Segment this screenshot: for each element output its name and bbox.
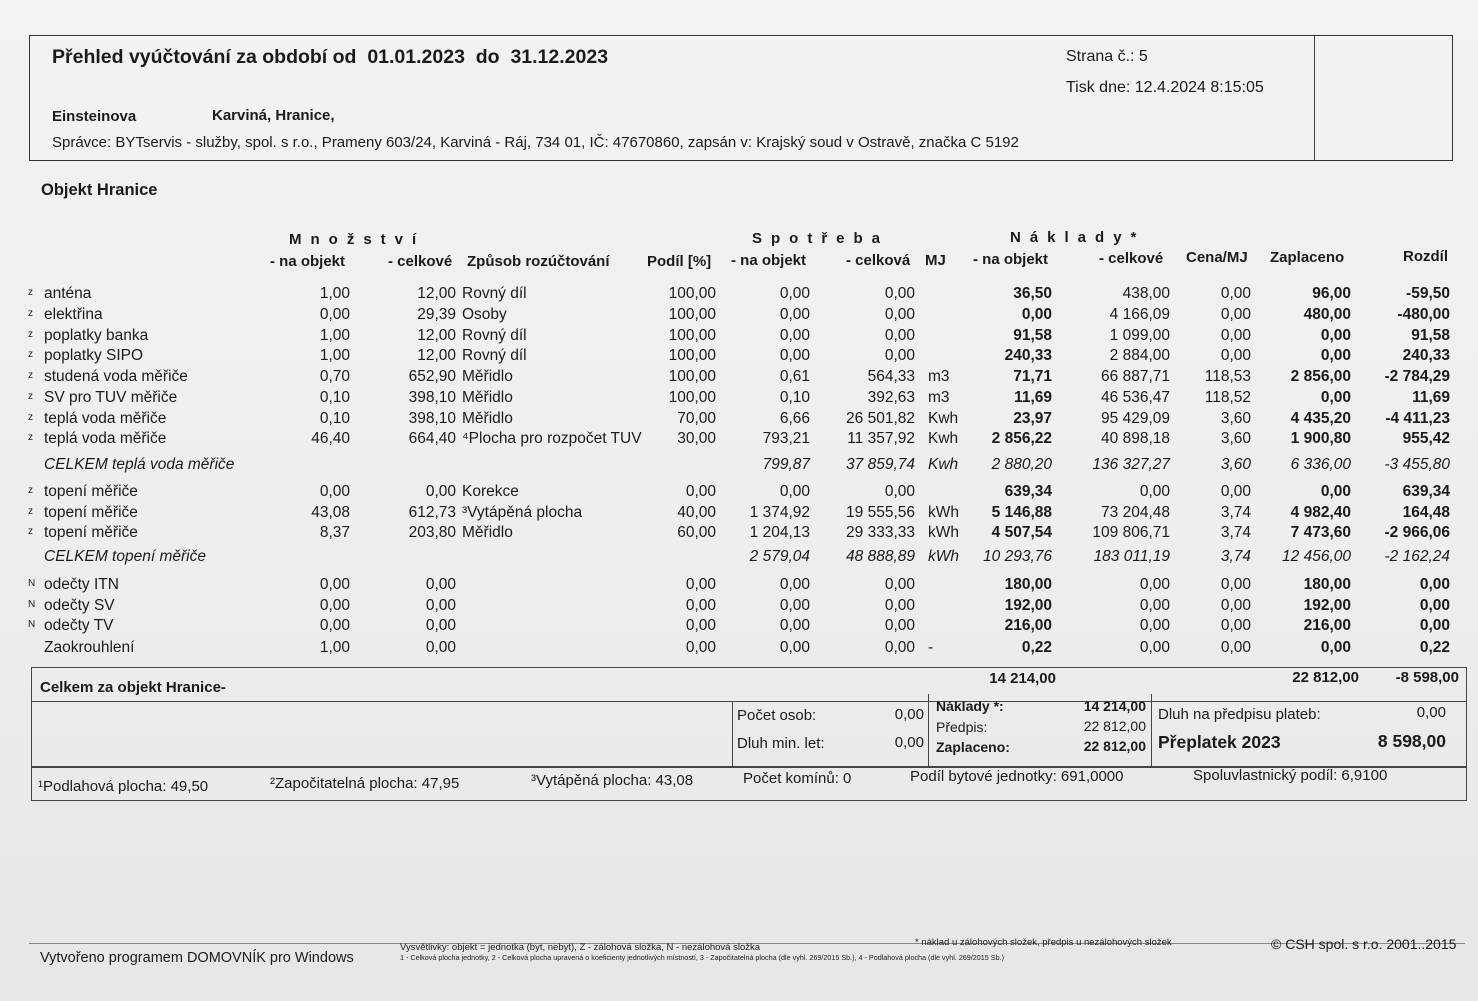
qty-object: 0,10 bbox=[319, 388, 350, 406]
difference: 0,00 bbox=[1419, 596, 1450, 614]
difference: 0,00 bbox=[1419, 575, 1450, 593]
consumption-object: 793,21 bbox=[762, 430, 810, 448]
consumption-total: 37 859,74 bbox=[846, 456, 915, 473]
share-percent: 0,00 bbox=[685, 482, 716, 500]
naklady-value: 14 214,00 bbox=[1083, 698, 1146, 714]
cost-total: 66 887,71 bbox=[1101, 368, 1170, 385]
preplatek-label: Přeplatek 2023 bbox=[1158, 732, 1281, 752]
cost-object: 2 880,20 bbox=[991, 456, 1052, 473]
table-row bbox=[0, 389, 1478, 410]
table-row bbox=[0, 483, 1478, 504]
unit: kWh bbox=[928, 503, 959, 521]
unit: Kwh bbox=[928, 430, 959, 448]
consumption-total: 26 501,82 bbox=[846, 409, 915, 427]
consumption-total: 0,00 bbox=[884, 326, 915, 344]
title-prefix: Přehled vyúčtování za období od bbox=[52, 46, 357, 68]
item-name: teplá voda měřiče bbox=[44, 430, 167, 448]
item-name: poplatky banka bbox=[44, 326, 149, 344]
difference: -59,50 bbox=[1406, 285, 1450, 302]
qty-object: 1,00 bbox=[319, 639, 350, 656]
preplatek-value: 8 598,00 bbox=[1377, 731, 1446, 751]
cost-total: 4 166,09 bbox=[1109, 305, 1170, 323]
table-row bbox=[0, 306, 1478, 327]
print-date: Tisk dne: 12.4.2024 8:15:05 bbox=[1066, 79, 1264, 96]
cost-total: 40 898,18 bbox=[1101, 430, 1170, 448]
component-type: N bbox=[28, 598, 36, 610]
paid: 4 435,20 bbox=[1290, 409, 1351, 427]
cost-object: 0,00 bbox=[1021, 305, 1052, 323]
table-row bbox=[0, 617, 1478, 638]
table-row bbox=[0, 285, 1478, 306]
consumption-object: 0,10 bbox=[779, 388, 810, 406]
consumption-object: 2 579,04 bbox=[749, 548, 810, 565]
item-name: anténa bbox=[44, 285, 92, 302]
qty-object: 1,00 bbox=[319, 285, 350, 302]
summary-vline-3 bbox=[1151, 694, 1152, 767]
component-type: z bbox=[28, 505, 33, 517]
qty-total: 203,80 bbox=[408, 524, 456, 542]
qty-total: 0,00 bbox=[425, 639, 456, 656]
legend-line-1: Vysvětlivky: objekt = jednotka (byt, nebyt), Z - zálohová složka, N - nezálohová složka bbox=[400, 942, 761, 953]
col-rozdil: Rozdíl bbox=[1403, 248, 1448, 265]
cost-total: 95 429,09 bbox=[1101, 409, 1170, 427]
cost-object: 23,97 bbox=[1013, 409, 1052, 427]
cost-total: 136 327,27 bbox=[1092, 456, 1170, 473]
pocet-kominu: Počet komínů: 0 bbox=[743, 770, 852, 787]
consumption-object: 0,61 bbox=[779, 368, 810, 385]
consumption-total: 0,00 bbox=[884, 285, 915, 302]
do-label: do bbox=[475, 46, 500, 68]
cost-total: 73 204,48 bbox=[1101, 503, 1170, 521]
zaplaceno-label: Zaplaceno: bbox=[936, 739, 1010, 755]
component-type: z bbox=[28, 307, 33, 319]
cost-object: 2 856,22 bbox=[991, 430, 1052, 448]
cost-object: 91,58 bbox=[1013, 326, 1052, 344]
spoluvlastnicky-podil: Spoluvlastnický podíl: 6,9100 bbox=[1193, 767, 1388, 784]
cost-object: 10 293,76 bbox=[983, 548, 1052, 565]
unit-price: 118,52 bbox=[1204, 388, 1251, 406]
col-n-na-objekt: - na objekt bbox=[973, 251, 1049, 268]
item-name: teplá voda měřiče bbox=[44, 409, 167, 427]
difference: -4 411,23 bbox=[1385, 409, 1450, 427]
consumption-total: 48 888,89 bbox=[846, 548, 915, 565]
qty-object: 1,00 bbox=[319, 326, 350, 344]
allocation-method: Osoby bbox=[462, 305, 507, 323]
consumption-object: 1 374,92 bbox=[749, 503, 810, 521]
qty-object: 0,00 bbox=[319, 482, 350, 500]
consumption-object: 0,00 bbox=[779, 596, 810, 614]
cost-object: 216,00 bbox=[1004, 617, 1052, 635]
summary-vline-2 bbox=[928, 694, 929, 767]
created-by: Vytvořeno programem DOMOVNÍK pro Windows bbox=[40, 950, 354, 966]
qty-total: 12,00 bbox=[417, 326, 456, 344]
table-row bbox=[0, 576, 1478, 597]
item-name: odečty TV bbox=[44, 617, 114, 635]
difference: 639,34 bbox=[1402, 482, 1450, 500]
qty-object: 0,10 bbox=[319, 409, 350, 427]
paid: 180,00 bbox=[1303, 575, 1351, 593]
consumption-total: 0,00 bbox=[884, 617, 915, 635]
cost-note: * náklad u zálohových složek, předpis u nezálohových složek bbox=[915, 937, 1172, 948]
share-percent: 0,00 bbox=[685, 575, 716, 593]
allocation-method: Měřidlo bbox=[462, 388, 513, 406]
cost-object: 5 146,88 bbox=[991, 503, 1052, 521]
consumption-object: 0,00 bbox=[779, 617, 810, 635]
zapocitatelna-plocha: ²Započitatelná plocha: 47,95 bbox=[270, 775, 460, 792]
unit: m3 bbox=[928, 368, 950, 385]
allocation-method: ⁴Plocha pro rozpočet TUV bbox=[462, 430, 642, 448]
zaplaceno-value: 22 812,00 bbox=[1083, 738, 1146, 754]
col-group-mnozstvi: Množství bbox=[289, 231, 426, 248]
header-divider bbox=[1314, 36, 1315, 160]
cost-total: 2 884,00 bbox=[1109, 347, 1170, 365]
unit-price: 0,00 bbox=[1220, 596, 1251, 614]
cost-total: 438,00 bbox=[1122, 285, 1170, 302]
qty-total: 612,73 bbox=[408, 503, 456, 521]
component-type: z bbox=[28, 287, 33, 298]
summary-rozdil: -8 598,00 bbox=[1395, 669, 1459, 686]
dluh-min-value: 0,00 bbox=[894, 734, 924, 751]
table-row bbox=[0, 524, 1478, 545]
unit: kWh bbox=[928, 548, 959, 565]
consumption-total: 0,00 bbox=[884, 596, 915, 614]
difference: -480,00 bbox=[1397, 305, 1450, 323]
share-percent: 100,00 bbox=[668, 285, 716, 302]
share-percent: 60,00 bbox=[677, 524, 716, 542]
table-subtotal-row bbox=[0, 548, 1478, 569]
consumption-total: 0,00 bbox=[884, 575, 915, 593]
col-na-objekt: - na objekt bbox=[270, 253, 346, 270]
qty-object: 43,08 bbox=[311, 503, 350, 521]
allocation-method: Rovný díl bbox=[462, 285, 527, 302]
street-name: Einsteinova bbox=[52, 108, 137, 125]
consumption-object: 0,00 bbox=[779, 285, 810, 302]
cost-object: 4 507,54 bbox=[991, 524, 1052, 542]
consumption-total: 0,00 bbox=[884, 305, 915, 323]
consumption-object: 799,87 bbox=[762, 456, 810, 473]
cost-total: 109 806,71 bbox=[1092, 524, 1170, 542]
difference: 0,22 bbox=[1419, 639, 1450, 656]
summary-divider bbox=[31, 701, 1467, 702]
unit-price: 3,60 bbox=[1220, 409, 1251, 427]
paid: 6 336,00 bbox=[1290, 456, 1351, 473]
podlahova-plocha: ¹Podlahová plocha: 49,50 bbox=[38, 778, 209, 795]
qty-total: 0,00 bbox=[425, 617, 456, 635]
col-n-celkove: - celkové bbox=[1099, 250, 1164, 267]
share-percent: 100,00 bbox=[668, 347, 716, 365]
qty-total: 652,90 bbox=[408, 368, 456, 385]
qty-total: 664,40 bbox=[408, 430, 456, 448]
difference: 240,33 bbox=[1402, 347, 1450, 365]
component-type: z bbox=[28, 411, 33, 423]
share-percent: 100,00 bbox=[668, 388, 716, 406]
col-group-naklady: Náklady* bbox=[1010, 229, 1146, 246]
paid: 0,00 bbox=[1320, 639, 1351, 656]
col-mj: MJ bbox=[925, 252, 946, 269]
consumption-total: 29 333,33 bbox=[846, 524, 915, 542]
qty-object: 1,00 bbox=[319, 347, 350, 365]
share-percent: 0,00 bbox=[685, 596, 716, 614]
unit-price: 3,74 bbox=[1220, 548, 1251, 565]
component-type: N bbox=[28, 577, 36, 589]
date-from: 01.01.2023 bbox=[367, 46, 465, 68]
component-type: z bbox=[28, 526, 33, 538]
col-cena-mj: Cena/MJ bbox=[1186, 249, 1248, 266]
table-row bbox=[0, 639, 1478, 660]
paid: 1 900,80 bbox=[1290, 430, 1351, 448]
pocet-osob-label: Počet osob: bbox=[737, 707, 817, 724]
qty-total: 0,00 bbox=[425, 575, 456, 593]
item-name: SV pro TUV měřiče bbox=[44, 388, 178, 406]
unit: m3 bbox=[928, 388, 950, 406]
cost-object: 71,71 bbox=[1013, 368, 1052, 385]
item-name: odečty SV bbox=[44, 596, 115, 614]
podil-jednotky: Podíl bytové jednotky: 691,0000 bbox=[910, 768, 1124, 785]
dluh-predpis-value: 0,00 bbox=[1416, 704, 1446, 721]
paid: 192,00 bbox=[1303, 596, 1351, 614]
dluh-predpis-label: Dluh na předpisu plateb: bbox=[1158, 706, 1321, 723]
qty-object: 0,00 bbox=[319, 596, 350, 614]
col-podil: Podíl [%] bbox=[647, 253, 712, 270]
qty-total: 0,00 bbox=[425, 596, 456, 614]
paid: 216,00 bbox=[1303, 617, 1351, 635]
paid: 4 982,40 bbox=[1290, 503, 1351, 521]
difference: -3 455,80 bbox=[1384, 456, 1450, 473]
consumption-object: 0,00 bbox=[779, 326, 810, 344]
cost-object: 639,34 bbox=[1004, 482, 1052, 500]
cost-total: 0,00 bbox=[1139, 482, 1170, 500]
paid: 12 456,00 bbox=[1282, 548, 1351, 565]
difference: 0,00 bbox=[1419, 617, 1450, 635]
city-name: Karviná, Hranice, bbox=[212, 107, 335, 124]
unit-price: 0,00 bbox=[1220, 305, 1251, 323]
component-type: N bbox=[28, 619, 36, 631]
difference: 164,48 bbox=[1402, 503, 1450, 521]
item-name: Zaokrouhlení bbox=[44, 639, 135, 656]
predpis-label: Předpis: bbox=[936, 719, 988, 735]
table-row bbox=[0, 430, 1478, 451]
cost-total: 46 536,47 bbox=[1101, 388, 1170, 406]
summary-label: Celkem za objekt Hranice- bbox=[40, 679, 226, 696]
item-name: topení měřiče bbox=[44, 503, 138, 521]
item-name: CELKEM topení měřiče bbox=[44, 548, 206, 565]
table-row bbox=[0, 597, 1478, 618]
unit-price: 118,53 bbox=[1204, 368, 1251, 385]
summary-vline-1 bbox=[732, 701, 733, 767]
item-name: CELKEM teplá voda měřiče bbox=[44, 456, 235, 473]
component-type: z bbox=[28, 370, 33, 381]
item-name: topení měřiče bbox=[44, 482, 138, 500]
col-group-spotreba: Spotřeba bbox=[752, 230, 890, 247]
unit: - bbox=[928, 639, 934, 656]
cost-total: 0,00 bbox=[1139, 596, 1170, 614]
consumption-object: 0,00 bbox=[779, 575, 810, 593]
cost-object: 36,50 bbox=[1013, 285, 1052, 302]
cost-total: 0,00 bbox=[1139, 639, 1170, 656]
qty-object: 0,00 bbox=[319, 617, 350, 635]
difference: -2 162,24 bbox=[1384, 548, 1450, 565]
share-percent: 70,00 bbox=[677, 409, 716, 427]
cost-total: 1 099,00 bbox=[1109, 326, 1170, 344]
cost-object: 192,00 bbox=[1004, 596, 1052, 614]
unit: Kwh bbox=[928, 456, 959, 473]
vytapena-plocha: ³Vytápěná plocha: 43,08 bbox=[531, 772, 694, 789]
difference: 11,69 bbox=[1412, 388, 1450, 406]
unit-price: 3,74 bbox=[1220, 524, 1251, 542]
qty-object: 0,00 bbox=[319, 575, 350, 593]
col-zaplaceno: Zaplaceno bbox=[1270, 249, 1345, 266]
col-zpusob: Způsob rozúčtování bbox=[467, 253, 610, 270]
naklady-label: Náklady *: bbox=[936, 698, 1004, 714]
cost-total: 0,00 bbox=[1139, 575, 1170, 593]
object-title: Objekt Hranice bbox=[41, 181, 158, 199]
pocet-osob-value: 0,00 bbox=[894, 706, 924, 723]
qty-total: 0,00 bbox=[425, 482, 456, 500]
consumption-total: 0,00 bbox=[884, 639, 915, 656]
allocation-method: Měřidlo bbox=[462, 524, 513, 542]
share-percent: 40,00 bbox=[677, 503, 716, 521]
unit-price: 0,00 bbox=[1220, 285, 1251, 302]
allocation-method: Rovný díl bbox=[462, 347, 527, 365]
statement-title bbox=[52, 46, 608, 69]
component-type: z bbox=[28, 349, 33, 361]
item-name: topení měřiče bbox=[44, 524, 138, 542]
unit-price: 0,00 bbox=[1220, 326, 1251, 344]
consumption-object: 6,66 bbox=[779, 409, 810, 427]
component-type: z bbox=[28, 390, 33, 402]
qty-total: 12,00 bbox=[417, 285, 456, 302]
cost-object: 11,69 bbox=[1014, 388, 1052, 406]
difference: 955,42 bbox=[1402, 430, 1450, 448]
paid: 480,00 bbox=[1303, 305, 1351, 323]
paid: 7 473,60 bbox=[1290, 524, 1351, 542]
legend-line-2: 1 - Celková plocha jednotky, 2 - Celková plocha upravená o koeficienty jednotlivých místností, 3 - Započitatelná plocha (dle vyhl. 269/2015 Sb.), 4 - Podlahová plocha (dle vyhl. 269/2015 Sb.) bbox=[400, 953, 1004, 962]
item-name: odečty ITN bbox=[44, 575, 119, 593]
unit-price: 0,00 bbox=[1220, 575, 1251, 593]
share-percent: 0,00 bbox=[685, 617, 716, 635]
consumption-total: 19 555,56 bbox=[846, 503, 915, 521]
qty-object: 0,00 bbox=[319, 305, 350, 323]
component-type: z bbox=[28, 432, 33, 444]
summary-naklady: 14 214,00 bbox=[989, 670, 1056, 687]
dluh-min-label: Dluh min. let: bbox=[737, 735, 825, 752]
item-name: studená voda měřiče bbox=[44, 368, 188, 385]
consumption-total: 392,63 bbox=[867, 388, 915, 406]
difference: 91,58 bbox=[1411, 326, 1450, 344]
qty-object: 46,40 bbox=[311, 430, 350, 448]
item-name: poplatky SIPO bbox=[44, 347, 144, 365]
cost-object: 240,33 bbox=[1004, 347, 1052, 365]
component-type: z bbox=[28, 328, 33, 340]
consumption-object: 1 204,13 bbox=[749, 524, 810, 542]
unit-price: 0,00 bbox=[1220, 639, 1251, 656]
predpis-value: 22 812,00 bbox=[1083, 718, 1146, 734]
unit-price: 3,60 bbox=[1220, 430, 1251, 448]
unit-price: 0,00 bbox=[1220, 617, 1251, 635]
consumption-total: 564,33 bbox=[867, 368, 915, 385]
cost-total: 0,00 bbox=[1139, 617, 1170, 635]
qty-total: 12,00 bbox=[417, 347, 456, 365]
paid: 0,00 bbox=[1320, 347, 1351, 365]
paid: 2 856,00 bbox=[1290, 368, 1351, 385]
unit: Kwh bbox=[928, 409, 959, 427]
allocation-method: Korekce bbox=[462, 482, 519, 500]
col-celkove: - celkové bbox=[388, 253, 453, 270]
cost-object: 180,00 bbox=[1004, 575, 1052, 593]
share-percent: 30,00 bbox=[677, 430, 716, 448]
consumption-total: 0,00 bbox=[884, 482, 915, 500]
qty-object: 0,70 bbox=[319, 368, 350, 385]
component-type: z bbox=[28, 484, 33, 496]
consumption-total: 11 357,92 bbox=[847, 430, 915, 448]
difference: -2 784,29 bbox=[1384, 368, 1450, 385]
unit: kWh bbox=[928, 524, 959, 542]
paid: 0,00 bbox=[1320, 326, 1351, 344]
consumption-object: 0,00 bbox=[779, 482, 810, 500]
qty-total: 29,39 bbox=[417, 305, 456, 323]
share-percent: 100,00 bbox=[668, 326, 716, 344]
qty-total: 398,10 bbox=[408, 409, 456, 427]
cost-total: 183 011,19 bbox=[1093, 548, 1170, 565]
cost-object: 0,22 bbox=[1021, 639, 1052, 656]
consumption-total: 0,00 bbox=[884, 347, 915, 365]
summary-zaplaceno: 22 812,00 bbox=[1292, 669, 1359, 686]
unit-price: 3,74 bbox=[1220, 503, 1251, 521]
col-sp-celkova: - celková bbox=[846, 252, 911, 269]
table-subtotal-row bbox=[0, 456, 1478, 477]
consumption-object: 0,00 bbox=[779, 639, 810, 656]
table-row bbox=[0, 327, 1478, 348]
consumption-object: 0,00 bbox=[779, 305, 810, 323]
unit-price: 0,00 bbox=[1220, 347, 1251, 365]
qty-total: 398,10 bbox=[408, 388, 456, 406]
page-number: Strana č.: 5 bbox=[1066, 48, 1148, 65]
qty-object: 8,37 bbox=[319, 524, 350, 542]
copyright: © CSH spol. s r.o. 2001..2015 bbox=[1271, 936, 1457, 952]
allocation-method: Měřidlo bbox=[462, 368, 513, 385]
consumption-object: 0,00 bbox=[779, 347, 810, 365]
unit-price: 3,60 bbox=[1220, 456, 1251, 473]
date-to: 31.12.2023 bbox=[510, 46, 609, 68]
allocation-method: ³Vytápěná plocha bbox=[462, 503, 583, 521]
share-percent: 0,00 bbox=[685, 639, 716, 656]
allocation-method: Rovný díl bbox=[462, 326, 527, 344]
table-row bbox=[0, 410, 1478, 431]
manager-info: Správce: BYTservis - služby, spol. s r.o., Prameny 603/24, Karviná - Ráj, 734 01, IČ: 47670860, zapsán v: Krajský soud v Ostravě, značka C 5192 bbox=[52, 134, 1019, 151]
paid: 0,00 bbox=[1320, 482, 1351, 500]
paid: 96,00 bbox=[1312, 285, 1351, 302]
allocation-method: Měřidlo bbox=[462, 409, 513, 427]
table-row bbox=[0, 504, 1478, 525]
share-percent: 100,00 bbox=[668, 305, 716, 323]
paid: 0,00 bbox=[1320, 388, 1351, 406]
table-row bbox=[0, 368, 1478, 389]
share-percent: 100,00 bbox=[668, 368, 716, 385]
table-row bbox=[0, 347, 1478, 368]
col-sp-na-objekt: - na objekt bbox=[731, 252, 807, 269]
difference: -2 966,06 bbox=[1384, 524, 1450, 542]
item-name: elektřina bbox=[44, 305, 103, 323]
unit-price: 0,00 bbox=[1220, 482, 1251, 500]
